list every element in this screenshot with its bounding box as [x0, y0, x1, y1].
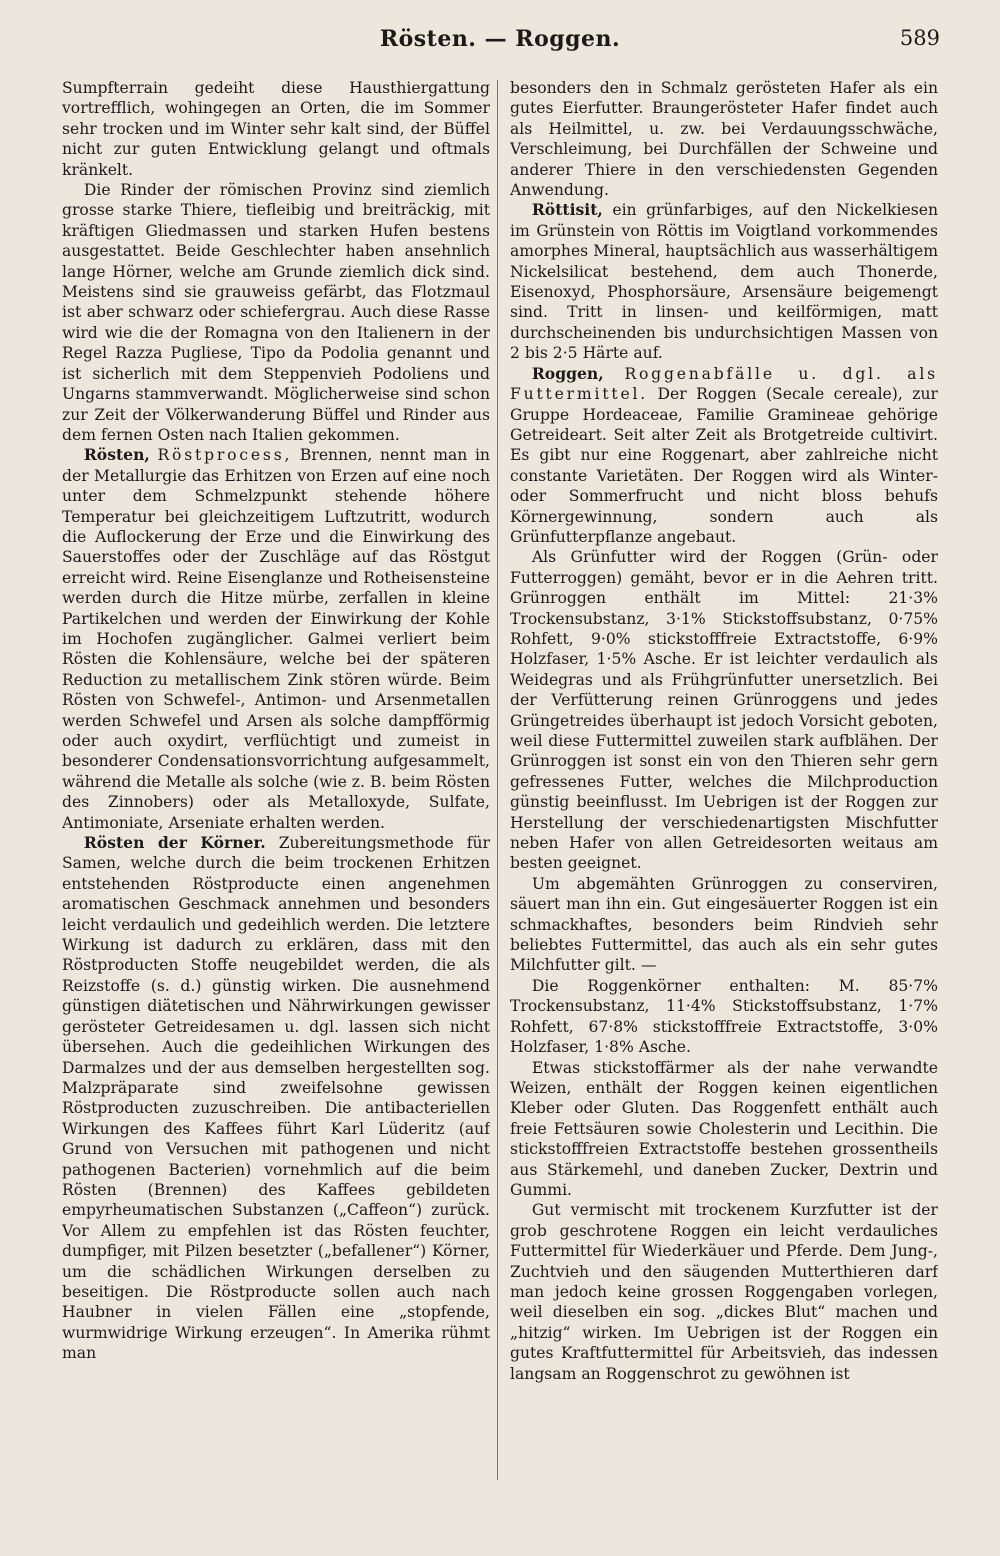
entry-term: Rösten der Körner. — [83, 833, 266, 853]
paragraph — [510, 364, 938, 548]
paragraph-text: besonders den in Schmalz gerösteten Hafer als ein gutes Eierfutter. Braungerösteter Hafer findet auch als Heilmittel, u. zw. bei Verdauungsschwäche, Verschleimung, bei Durchfällen der Schweine und anderer Thiere in den verschiedensten Gegenden Anwendung. — [510, 79, 938, 200]
page-number: 589 — [899, 26, 940, 50]
page-header — [60, 22, 940, 58]
paragraph — [510, 547, 938, 874]
paragraph — [62, 833, 490, 1364]
entry-term: Roggen, — [531, 363, 604, 383]
column-divider — [497, 80, 498, 1480]
paragraph-text: Gut vermischt mit trockenem Kurzfutter ist der grob geschrotene Roggen ein leicht verdauliches Futtermittel für Wiederkäuer und Pferde. Dem Jung-, Zuchtvieh und den säugenden Mutterthieren darf man jedoch keine grossen Roggengaben vorlegen, weil dieselben ein sog. „dickes Blut“ machen und „hitzig“ wirken. Im Uebrigen ist der Roggen ein gutes Kraftfuttermittel für Arbeitsvieh, das indessen langsam an Roggenschrot zu gewöhnen ist — [510, 1201, 938, 1383]
paragraph — [62, 445, 490, 833]
left-column — [62, 78, 490, 1488]
paragraph-text: ein grünfarbiges, auf den Nickelkiesen im Grünstein von Röttis im Voigtland vorkommendes amorphes Mineral, hauptsächlich aus wasserhältigem Nickelsilicat bestehend, dem auch Thonerde, Eisenoxyd, Phosphorsäure, Arsensäure beigemengt sind. Tritt in linsen- und keilförmigen, matt durchscheinenden bis undurchsichtigen Massen von 2 bis 2·5 Härte auf. — [510, 201, 938, 363]
paragraph — [510, 200, 938, 363]
paragraph-text: Die Roggenkörner enthalten: M. 85·7% Trockensubstanz, 11·4% Stickstoffsubstanz, 1·7% Rohfett, 67·8% stickstofffreie Extractstoffe, 3·0% Holzfaser, 1·8% Asche. — [510, 976, 938, 1057]
paragraph — [510, 976, 938, 1058]
paragraph — [510, 1200, 938, 1384]
running-title: Rösten. — Roggen. — [379, 26, 621, 52]
spaced-text: Roggenabfälle u. dgl. als Futtermittel. — [510, 364, 938, 404]
right-column — [510, 78, 938, 1488]
paragraph-text: Als Grünfutter wird der Roggen (Grün- oder Futterroggen) gemäht, bevor er in die Aehren tritt. Grünroggen enthält im Mittel: 21·3% Trockensubstanz, 3·1% Stickstoffsubstanz, 0·75% Rohfett, 9·0% stickstofffreie Extractstoffe, 6·9% Holzfaser, 1·5% Asche. Er ist leichter verdaulich als Weidegras und als Frühgrünfutter unersetzlich. Bei der Verfütterung reinen Grünroggens und jedes Grüngetreides überhaupt ist jedoch Vorsicht geboten, weil diese Futtermittel zuweilen stark aufblähen. Der Grünroggen ist sonst ein von den Thieren sehr gern gefressenes Futter, welches die Milchproduction günstig beeinflusst. Im Uebrigen ist der Roggen zur Herstellung der verschiedenartigsten Mischfutter neben Hafer von allen Getreidesorten weitaus am besten geeignet. — [510, 548, 938, 873]
paragraph-text: Etwas stickstoffärmer als der nahe verwandte Weizen, enthält der Roggen keinen eigentlichen Kleber oder Gluten. Das Roggenfett enthält auch freie Fettsäuren sowie Cholesterin und Lecithin. Die stickstofffreien Extractstoffe bestehen grossentheils aus Stärkemehl, und daneben Zucker, Dextrin und Gummi. — [510, 1058, 938, 1199]
entry-term: Röttisit, — [531, 200, 603, 220]
paragraph-text: Sumpfterrain gedeiht diese Hausthiergattung vortrefflich, wohingegen an Orten, die im Sommer sehr trocken und im Winter sehr kalt sind, der Büffel nicht zur guten Entwicklung gelangt und oftmals kränkelt. — [62, 79, 490, 179]
paragraph-text: Um abgemähten Grünroggen zu conserviren, säuert man ihn ein. Gut eingesäuerter Roggen ist ein schmackhaftes, besonders beim Rindvieh sehr beliebtes Futtermittel, das auch als ein sehr gutes Milchfutter gilt. — — [510, 874, 938, 975]
entry-term: Rösten, — [83, 445, 150, 465]
paragraph — [510, 1058, 938, 1201]
paragraph — [510, 874, 938, 976]
paragraph — [62, 180, 490, 445]
paragraph-text: Zubereitungsmethode für Samen, welche durch die beim trockenen Erhitzen entstehenden Röstproducte einen angenehmen aromatischen Geschmack annehmen und besonders leicht verdaulich und gedeihlich werden. Die letztere Wirkung ist dadurch zu erklären, dass mit den Röstproducten Stoffe neugebildet werden, die als Reizstoffe (s. d.) günstig wirken. Die ausnehmend günstigen diätetischen und Nährwirkungen gewisser gerösteter Getreidesamen u. dgl. lassen sich nicht übersehen. Auch die gedeihlichen Wirkungen des Darmalzes und der aus demselben hergestellten sog. Malzpräparate sind zweifelsohne gewissen Röstproducten zuzuschreiben. Die antibacteriellen Wirkungen des Kaffees führt Karl Lüderitz (auf Grund von Versuchen mit pathogenen und nicht pathogenen Bacterien) vornehmlich auf die beim Rösten (Brennen) des Kaffees gebildeten empyrheumatischen Substanzen („Caffeon“) zurück. Vor Allem zu empfehlen ist das Rösten feuchter, dumpfiger, mit Pilzen besetzter („befallener“) Körner, um die schädlichen Wirkungen derselben zu beseitigen. Die Röstproducte sollen auch nach Haubner in vielen Fällen eine „stopfende, wurmwidrige Wirkung erzeugen“. In Amerika rühmt man — [62, 834, 490, 1363]
paragraph-text: Die Rinder der römischen Provinz sind ziemlich grosse starke Thiere, tiefleibig und breiträckig, mit kräftigen Gliedmassen und starken Hufen bestens ausgestattet. Beide Geschlechter haben ansehnlich lange Hörner, welche am Grunde ziemlich dick sind. Meistens sind sie grauweiss gefärbt, das Flotzmaul ist aber schwarz oder schiefergrau. Auch diese Rasse wird wie die der Romagna von den Italienern in der Regel Razza Pugliese, Tipo da Podolia genannt und ist sicherlich mit dem Steppenvieh Podoliens und Ungarns stammverwandt. Möglicherweise sind schon zur Zeit der Völkerwanderung Büffel und Rinder aus dem fernen Osten nach Italien gekommen. — [62, 181, 490, 444]
paragraph-text: Brennen, nennt man in der Metallurgie das Erhitzen von Erzen auf eine noch unter dem Schmelzpunkt stehende höhere Temperatur bei gleichzeitigem Luftzutritt, wodurch die Auflockerung der Erze und die Einwirkung des Sauerstoffes oder der Zuschläge auf das Röstgut erreicht wird. Reine Eisenglanze und Rotheisensteine werden durch die Hitze mürbe, zerfallen in kleine Partikelchen und werden der Einwirkung der Kohle im Hochofen zugänglicher. Galmei verliert beim Rösten die Kohlensäure, welche bei der späteren Reduction zu metallischem Zink stören würde. Beim Rösten von Schwefel-, Antimon- und Arsenmetallen werden Schwefel und Arsen als solche dampfförmig oder auch oxydirt, verflüchtigt und zumeist in besonderer Condensationsvorrichtung aufgesammelt, während die Metalle als solche (wie z. B. beim Rösten des Zinnobers) oder als Metalloxyde, Sulfate, Antimoniate, Arseniate erhalten werden. — [62, 446, 490, 832]
paragraph-text: Der Roggen (Secale cereale), zur Gruppe Hordeaceae, Familie Gramineae gehörige Getreideart. Seit alter Zeit als Brotgetreide cultivirt. Es gibt nur eine Roggenart, aber zahlreiche nicht constante Varietäten. Der Roggen wird als Winter- oder Sommerfrucht und nicht bloss behufs Körnergewinnung, sondern auch als Grünfutterpflanze angebaut. — [510, 385, 938, 546]
paragraph — [62, 78, 490, 180]
spaced-text: Röstprocess, — [157, 446, 293, 465]
paragraph — [510, 78, 938, 200]
